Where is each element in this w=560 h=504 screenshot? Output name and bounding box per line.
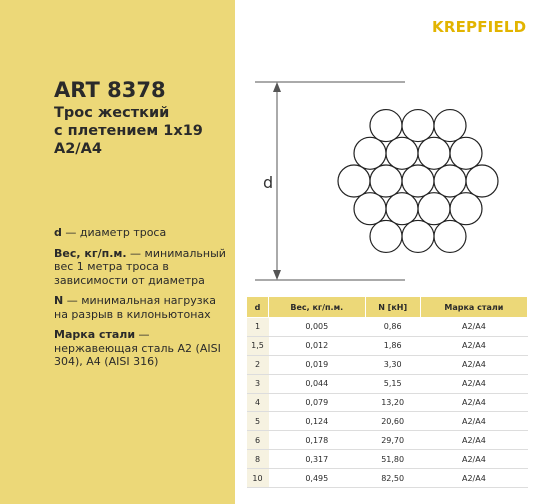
wire-strand xyxy=(386,193,418,225)
cell-d: 4 xyxy=(247,393,269,412)
cell-steel: A2/A4 xyxy=(420,393,527,412)
cell-steel: A2/A4 xyxy=(420,318,527,337)
dimension-arrow-top xyxy=(273,82,281,92)
wire-strand xyxy=(434,165,466,197)
subtitle-line: Трос жесткий xyxy=(54,105,170,121)
wire-strand xyxy=(434,220,466,252)
table-row xyxy=(247,469,528,488)
cell-n: 3,30 xyxy=(365,355,420,374)
cell-weight: 0,012 xyxy=(269,336,366,355)
wire-strand xyxy=(402,165,434,197)
legend-desc: — диаметр троса xyxy=(61,226,167,239)
product-subtitle xyxy=(54,104,234,158)
cell-weight: 0,044 xyxy=(269,374,366,393)
header-n: N [кН] xyxy=(365,297,420,318)
wire-strand xyxy=(354,193,386,225)
legend-term: d xyxy=(54,226,62,239)
legend-term: Марка стали xyxy=(54,328,136,341)
wire-strand xyxy=(450,137,482,169)
legend-item-steel xyxy=(54,328,230,369)
cell-weight: 0,124 xyxy=(269,412,366,431)
subtitle-line: A2/A4 xyxy=(54,141,102,157)
product-title: ART 8378 xyxy=(54,78,166,102)
legend-desc: — минимальный вес 1 метра троса в зависимости от диаметра xyxy=(54,246,226,287)
dimension-label: d xyxy=(263,173,274,192)
cell-d: 2 xyxy=(247,355,269,374)
cell-weight: 0,079 xyxy=(269,393,366,412)
cell-d: 6 xyxy=(247,431,269,450)
legend-item-weight xyxy=(54,247,230,288)
cell-d: 5 xyxy=(247,412,269,431)
spec-table xyxy=(246,296,528,488)
wire-strand xyxy=(418,193,450,225)
wire-strand xyxy=(370,110,402,142)
cell-weight: 0,495 xyxy=(269,469,366,488)
cell-n: 5,15 xyxy=(365,374,420,393)
cell-d: 1 xyxy=(247,318,269,337)
cell-d: 10 xyxy=(247,469,269,488)
table-row xyxy=(247,431,528,450)
cell-steel: A2/A4 xyxy=(420,412,527,431)
legend-item-d xyxy=(54,226,230,240)
wire-strands xyxy=(338,110,498,253)
wire-strand xyxy=(338,165,370,197)
cell-weight: 0,178 xyxy=(269,431,366,450)
wire-strand xyxy=(386,137,418,169)
cell-d: 3 xyxy=(247,374,269,393)
wire-strand xyxy=(450,193,482,225)
cell-n: 13,20 xyxy=(365,393,420,412)
brand-logo: KREPFIELD xyxy=(432,18,527,36)
wire-strand xyxy=(402,220,434,252)
header-d: d xyxy=(247,297,269,318)
cell-weight: 0,019 xyxy=(269,355,366,374)
table-header-row xyxy=(247,297,528,318)
wire-strand xyxy=(354,137,386,169)
wire-strand xyxy=(402,110,434,142)
cell-n: 29,70 xyxy=(365,431,420,450)
legend xyxy=(54,226,230,376)
cell-d: 8 xyxy=(247,450,269,469)
cell-n: 1,86 xyxy=(365,336,420,355)
table-row xyxy=(247,412,528,431)
cell-n: 51,80 xyxy=(365,450,420,469)
wire-strand xyxy=(418,137,450,169)
cell-weight: 0,005 xyxy=(269,318,366,337)
cell-steel: A2/A4 xyxy=(420,355,527,374)
wire-strand xyxy=(466,165,498,197)
legend-desc: — минимальная нагрузка на разрыв в килоньютонах xyxy=(54,294,217,321)
table-row xyxy=(247,374,528,393)
table-row xyxy=(247,318,528,337)
wire-strand xyxy=(370,220,402,252)
legend-desc: — нержавеющая сталь A2 (AISI 304), A4 (AISI 316) xyxy=(54,328,221,368)
header-steel: Марка стали xyxy=(420,297,527,318)
cell-n: 20,60 xyxy=(365,412,420,431)
dimension-arrow-bottom xyxy=(273,270,281,280)
cell-n: 0,86 xyxy=(365,318,420,337)
table-row xyxy=(247,355,528,374)
cable-cross-section-diagram xyxy=(255,70,525,290)
legend-term: N xyxy=(54,294,64,307)
legend-term: Вес, кг/п.м. xyxy=(54,246,127,260)
header-weight: Вес, кг/п.м. xyxy=(269,297,366,318)
cell-steel: A2/A4 xyxy=(420,469,527,488)
cell-steel: A2/A4 xyxy=(420,431,527,450)
cell-n: 82,50 xyxy=(365,469,420,488)
table-row xyxy=(247,336,528,355)
subtitle-line: с плетением 1x19 xyxy=(54,123,203,139)
wire-strand xyxy=(370,165,402,197)
table-row xyxy=(247,393,528,412)
legend-item-n xyxy=(54,294,230,321)
wire-strand xyxy=(434,110,466,142)
cell-steel: A2/A4 xyxy=(420,336,527,355)
cell-d: 1,5 xyxy=(247,336,269,355)
cell-weight: 0,317 xyxy=(269,450,366,469)
cell-steel: A2/A4 xyxy=(420,450,527,469)
table-row xyxy=(247,450,528,469)
cell-steel: A2/A4 xyxy=(420,374,527,393)
